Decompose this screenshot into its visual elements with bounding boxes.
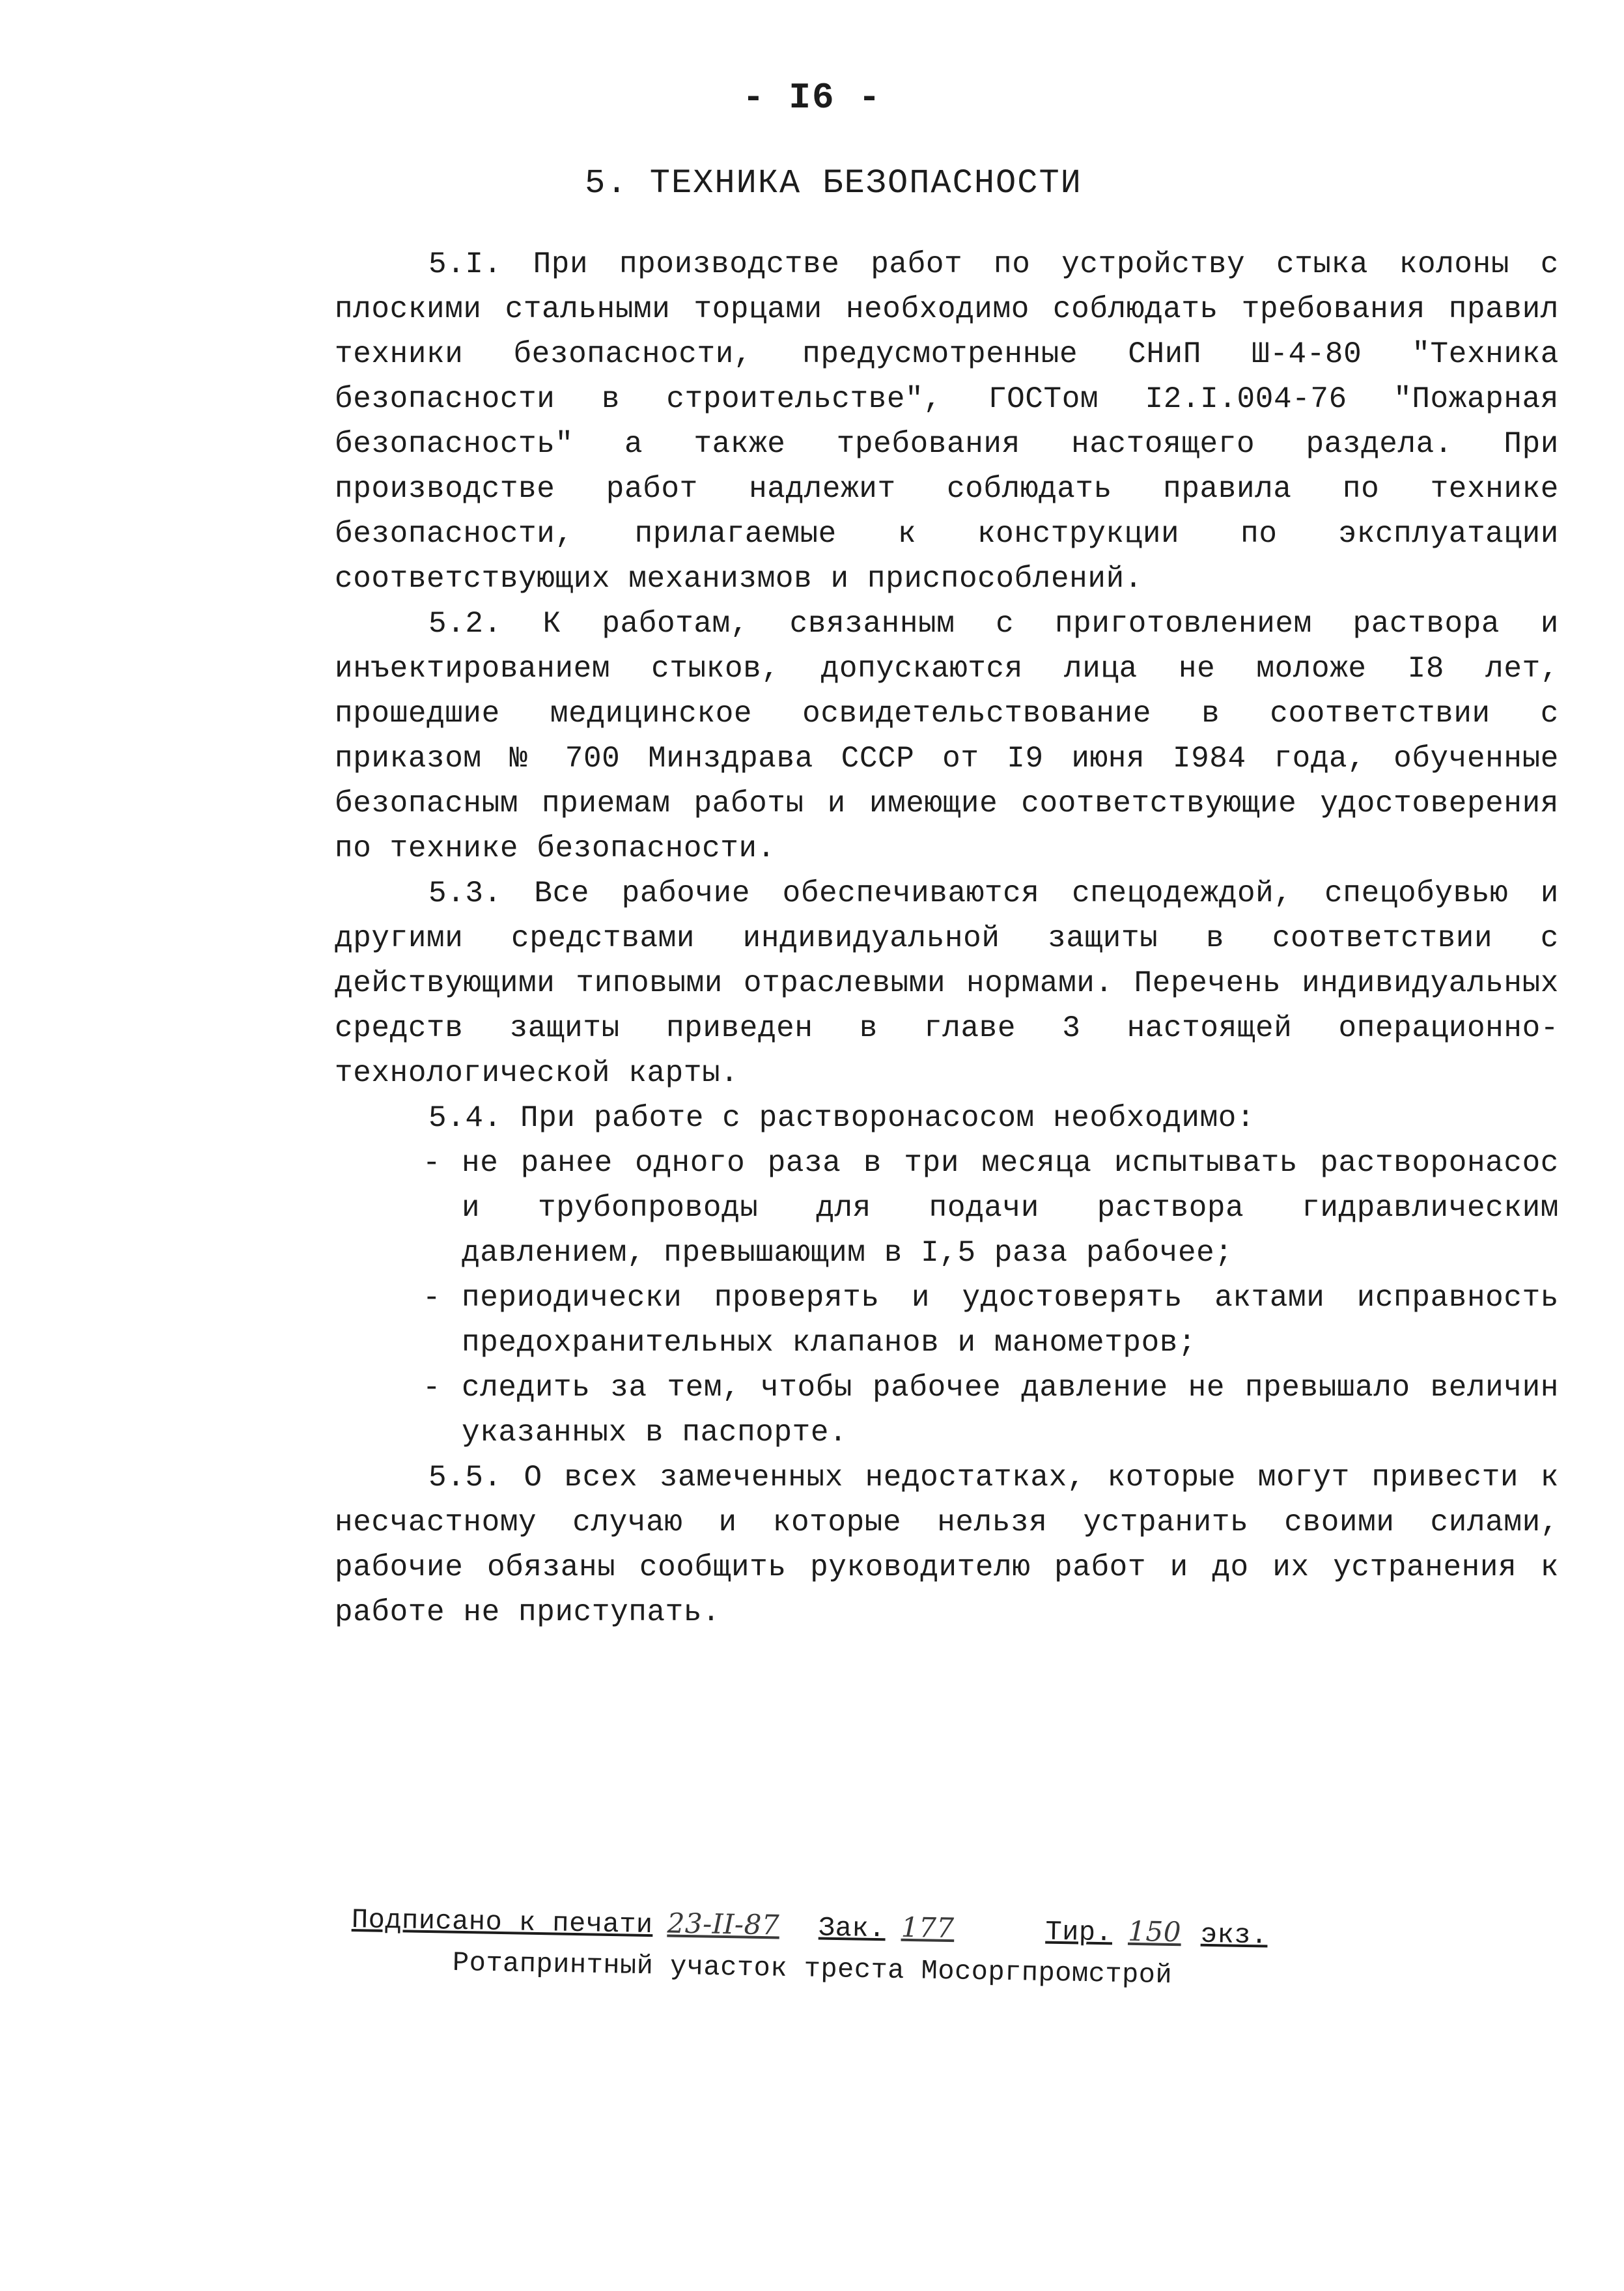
list-dash: - [423,1281,441,1315]
list-item-text: следить за тем, чтобы рабочее давление не превышало величин указанных в паспорте. [462,1371,1559,1450]
pump-safety-list [335,1141,1559,1455]
paragraph-5-5: 5.5. О всех замеченных недостатках, которые могут привести к несчастному случаю и которые нельзя устранить своими силами, рабочие обязаны сообщить руководителю работ и до их устранения к работе не приступать. [335,1461,1559,1629]
publisher-line: Ротапринтный участок треста Мосоргпромстрой [452,1947,1173,1991]
paragraph-5-1: 5.I. При производстве работ по устройству стыка колоны с плоскими стальными торцами необходимо соблюдать требования правил техники безопасности, предусмотренные СНиП Ш-4-80 "Техника безопасности в строительстве", ГОСТом I2.I.004-76 "Пожарная безопасность" а также требования настоящего раздела. При производстве работ надлежит соблюдать правила по технике безопасности, прилагаемые к конструкции по эксплуатации соответствующих механизмов и приспособлений. [335,247,1559,596]
section-title: 5. ТЕХНИКА БЕЗОПАСНОСТИ [585,164,1082,203]
page-number: - I6 - [742,77,882,119]
signed-label: Подписано к печати [351,1904,654,1941]
paragraph-5-3: 5.3. Все рабочие обеспечиваются спецодеждой, спецобувью и другими средствами индивидуальной защиты в соответствии с действующими типовыми отраслевыми нормами. Перечень индивидуальных средств защиты приведен в главе 3 настоящей операционно-технологической карты. [335,877,1559,1090]
print-run-number: 150 [1127,1915,1182,1948]
paragraph-5-2: 5.2. К работам, связанным с приготовлением раствора и инъектированием стыков, допускаются лица не моложе I8 лет, прошедшие медицинское освидетельствование в соответствии с приказом № 700 Минздрава СССР от I9 июня I984 года, обученные безопасным приемам работы и имеющие соответствующие удостоверения по технике безопасности. [335,607,1559,865]
print-run-label: Тир. [1045,1916,1113,1949]
list-dash: - [423,1146,441,1180]
list-item [423,1366,1559,1455]
paragraph-5-4: 5.4. При работе с растворонасосом необходимо: [428,1101,1255,1135]
print-imprint [351,1902,1459,1991]
list-item-text: не ранее одного раза в три месяца испытывать растворонасос и трубопроводы для подачи раствора гидравлическим давлением, превышающим в I,5 раза рабочее; [462,1146,1559,1270]
order-label: Зак. [818,1912,886,1945]
list-item-text: периодически проверять и удостоверять актами исправность предохранительных клапанов и манометров; [462,1281,1559,1360]
imprint-line [352,1902,1459,1955]
signed-date: 23-II-87 [667,1907,780,1941]
order-number: 177 [901,1911,955,1945]
list-item [423,1141,1559,1276]
list-item [423,1276,1559,1366]
list-dash: - [423,1371,441,1405]
section-body [335,242,1559,1635]
print-run-unit: экз. [1200,1919,1268,1952]
